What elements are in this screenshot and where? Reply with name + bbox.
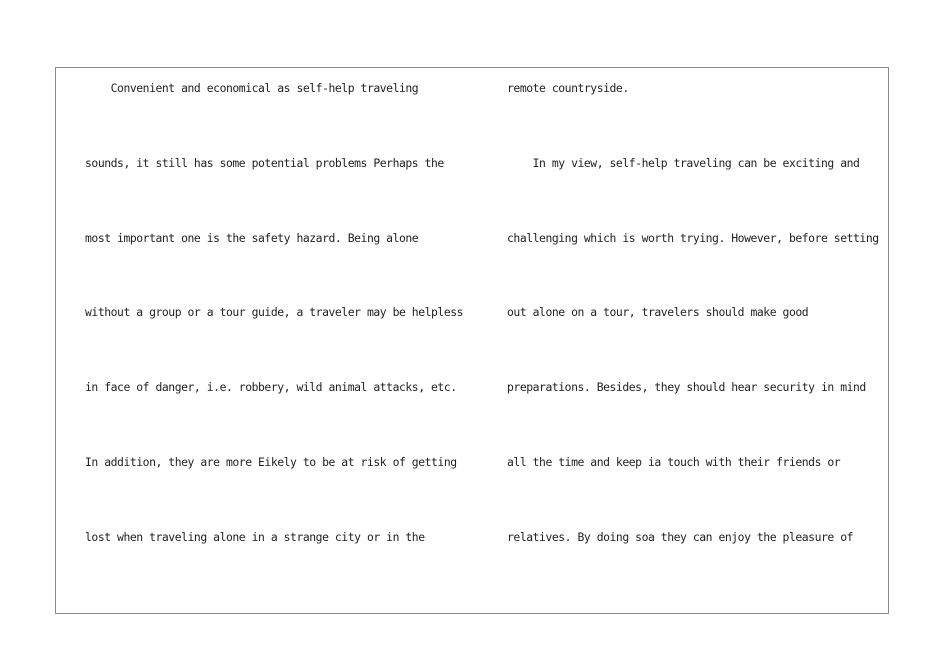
text-line: Convenient and economical as self-help traveling (85, 81, 419, 95)
text-line: remote countryside. (507, 81, 629, 95)
text-line: all the time and keep ia touch with their friends or (507, 455, 841, 469)
text-line: lost when traveling alone in a strange city or in the (85, 530, 425, 544)
text-line: without a group or a tour guide, a traveler may be helpless (85, 305, 464, 319)
text-line: in face of danger, i.e. robbery, wild animal attacks, etc. (85, 380, 457, 394)
text-line: most important one is the safety hazard. Being alone (85, 231, 419, 245)
text-line: out alone on a tour, travelers should make good (507, 305, 809, 319)
text-line: preparations. Besides, they should hear security in mind (507, 380, 866, 394)
text-line: In addition, they are more Eikely to be at risk of getting (85, 455, 457, 469)
text-line: relatives. By doing soa they can enjoy the pleasure of (507, 530, 854, 544)
text-line: challenging which is worth trying. However, before setting (507, 231, 879, 245)
text-line: sounds, it still has some potential problems Perhaps the (85, 156, 444, 170)
text-line: In my view, self-help traveling can be exciting and (507, 156, 860, 170)
